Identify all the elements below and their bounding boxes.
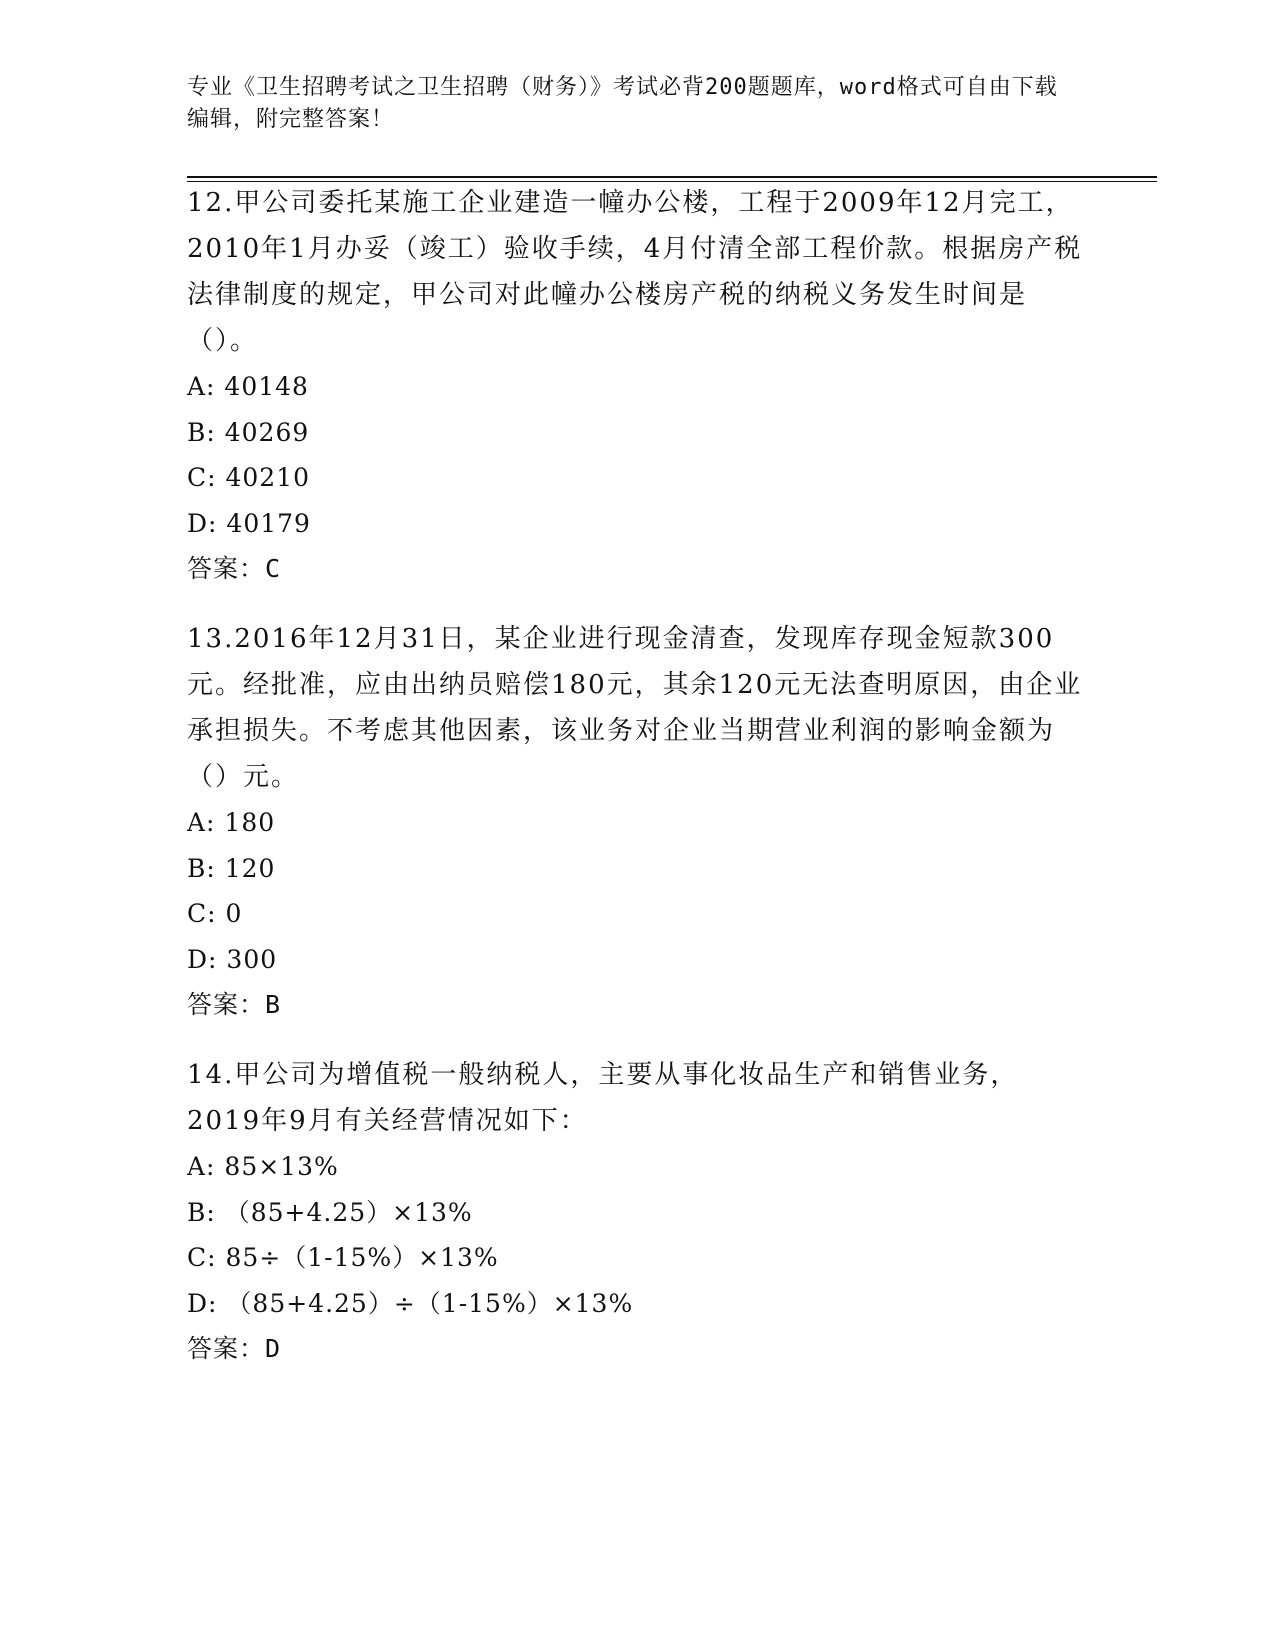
question-text: 13.2016年12月31日，某企业进行现金清查，发现库存现金短款300元。经批准，应由出纳员赔偿180元，其余120元无法查明原因，由企业承担损失。不考虑其他因素，该业务对企业当期营业利润的影响金额为（）元。	[187, 624, 1083, 792]
option-c: C: 85÷（1-15%）×13%	[187, 1243, 499, 1272]
option-c: C: 40210	[187, 463, 311, 492]
option-d: D: （85+4.25）÷（1-15%）×13%	[187, 1288, 634, 1318]
question-13	[187, 616, 1087, 1027]
question-14	[187, 1052, 1087, 1371]
answer: 答案：D	[187, 1334, 282, 1363]
option-b: B: （85+4.25）×13%	[187, 1197, 473, 1227]
option-c: C: 0	[187, 899, 243, 928]
answer: 答案：C	[187, 554, 282, 583]
option-d: D: 40179	[187, 508, 311, 538]
option-a: A: 180	[187, 808, 276, 837]
question-12	[187, 180, 1087, 591]
option-a: A: 40148	[187, 372, 309, 401]
document-header: 专业《卫生招聘考试之卫生招聘（财务）》考试必背200题题库，word格式可自由下载编辑，附完整答案！	[187, 75, 1058, 132]
option-a: A: 85×13%	[187, 1152, 339, 1181]
option-b: B: 120	[187, 853, 276, 883]
question-text: 12.甲公司委托某施工企业建造一幢办公楼，工程于2009年12月完工，2010年1月办妥（竣工）验收手续，4月付清全部工程价款。根据房产税法律制度的规定，甲公司对此幢办公楼房产税的纳税义务发生时间是（）。	[187, 188, 1083, 356]
question-text: 14.甲公司为增值税一般纳税人，主要从事化妆品生产和销售业务，2019年9月有关经营情况如下：	[187, 1060, 1019, 1136]
option-d: D: 300	[187, 944, 278, 974]
header-divider-thick	[187, 176, 1157, 178]
option-b: B: 40269	[187, 417, 310, 447]
answer: 答案：B	[187, 990, 282, 1019]
